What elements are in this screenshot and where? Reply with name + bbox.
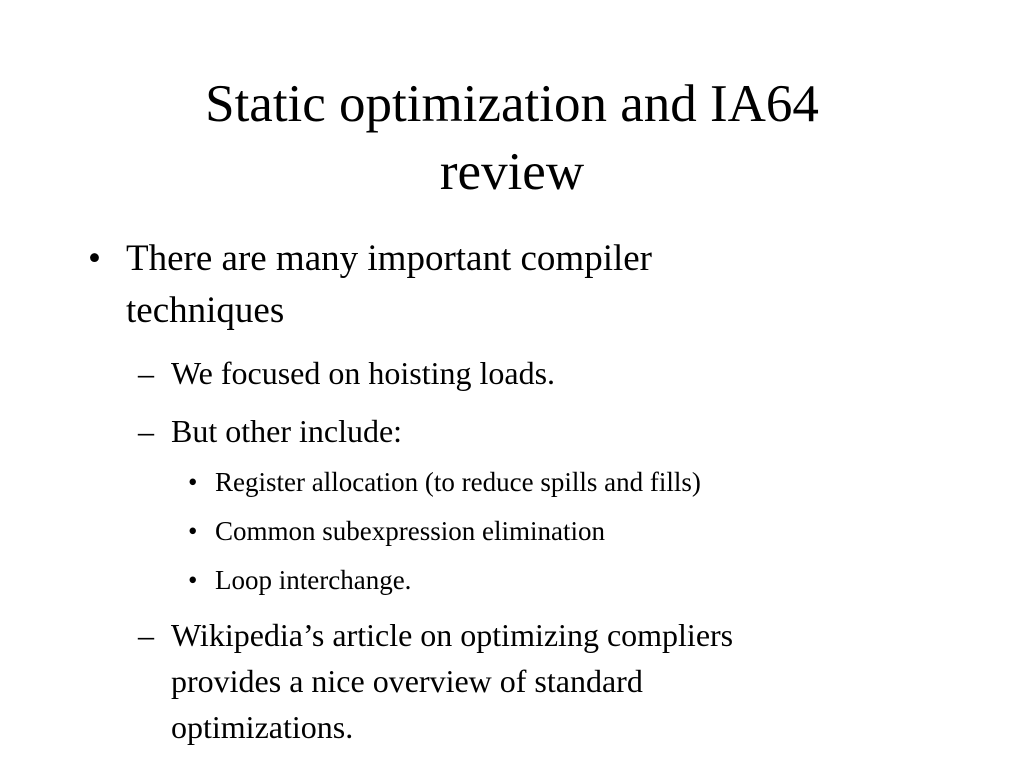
sub-bullet-text-line-3: optimizations.: [171, 709, 354, 745]
dash-marker: –: [138, 355, 154, 391]
sub-sub-bullet-register-allocation: [188, 464, 908, 500]
slide-title-line-2: review: [439, 143, 585, 201]
bullet-text-line-1: There are many important compiler: [126, 238, 653, 279]
sub-sub-bullet-common-subexpression: [188, 513, 908, 549]
sub-bullet-text: But other include:: [171, 413, 403, 449]
bullet-marker: •: [188, 565, 198, 595]
dash-marker: –: [138, 413, 154, 449]
bullet-text-line-2: techniques: [126, 290, 285, 331]
bullet-marker: •: [188, 467, 198, 497]
sub-sub-bullet-text: Common subexpression elimination: [215, 516, 605, 546]
sub-bullet-wikipedia: [138, 612, 938, 750]
sub-bullet-text-line-2: provides a nice overview of standard: [171, 663, 643, 699]
sub-bullet-text-line-1: Wikipedia’s article on optimizing compliers: [171, 617, 734, 653]
dash-marker: –: [138, 617, 154, 653]
sub-sub-bullet-text: Loop interchange.: [215, 565, 412, 595]
sub-bullet-other-include: [138, 408, 938, 454]
bullet-compiler-techniques: [88, 233, 948, 337]
sub-bullet-hoisting-loads: [138, 350, 938, 396]
bullet-marker: •: [188, 516, 198, 546]
slide-title-line-1: Static optimization and IA64: [205, 75, 819, 133]
bullet-marker: •: [88, 238, 101, 279]
sub-sub-bullet-loop-interchange: [188, 562, 908, 598]
sub-sub-bullet-text: Register allocation (to reduce spills and fills): [215, 467, 701, 497]
sub-bullet-text: We focused on hoisting loads.: [171, 355, 556, 391]
